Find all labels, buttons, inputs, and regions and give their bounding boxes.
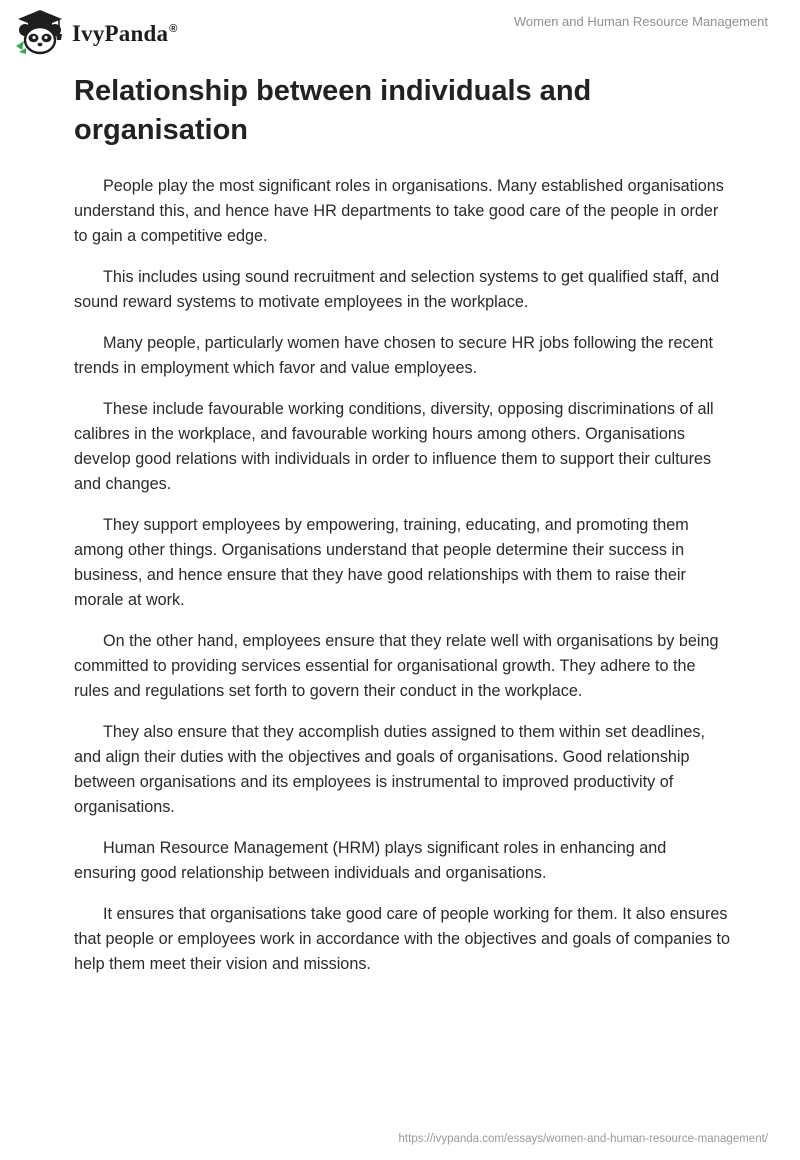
source-url[interactable]: https://ivypanda.com/essays/women-and-human-resource-management/ (398, 1133, 768, 1145)
paragraph: This includes using sound recruitment and selection systems to get qualified staff, and sound reward systems to motivate employees in the workplace. (74, 268, 720, 311)
paragraph: Many people, particularly women have chosen to secure HR jobs following the recent trends in employment which favor and value employees. (74, 334, 714, 377)
page-title: Relationship between individuals and organisation (74, 75, 592, 146)
paragraph: They also ensure that they accomplish duties assigned to them within set deadlines, and align their duties with the objectives and goals of organisations. Good relationship between organisations and its employees is instrumental to improved productivity of organisations. (74, 723, 705, 816)
site-logo[interactable] (14, 8, 178, 56)
paragraph: These include favourable working conditions, diversity, opposing discriminations of all calibres in the workplace, and favourable working hours among others. Organisations develop good relations with individuals in order to influence them to support their cultures and changes. (74, 400, 714, 493)
paragraph: Human Resource Management (HRM) plays significant roles in enhancing and ensuring good relationship between individuals and organisations. (74, 839, 667, 882)
panda-graduation-icon (14, 8, 66, 56)
document-title: Women and Human Resource Management (513, 14, 768, 29)
logo-wordmark: IvyPanda® (72, 21, 178, 46)
article-body (74, 174, 730, 993)
paragraph: They support employees by empowering, training, educating, and promoting them among other things. Organisations understand that people determine their success in business, and hence ensure that they have good relationships with them to raise their morale at work. (74, 516, 689, 609)
paragraph: On the other hand, employees ensure that they relate well with organisations by being committed to providing services essential for organisational growth. They adhere to the rules and regulations set forth to govern their conduct in the workplace. (74, 632, 719, 700)
paragraph: People play the most significant roles in organisations. Many established organisations understand this, and hence have HR departments to take good care of the people in order to gain a competitive edge. (74, 177, 724, 245)
paragraph: It ensures that organisations take good care of people working for them. It also ensures that people or employees work in accordance with the objectives and goals of companies to help them meet their vision and missions. (74, 905, 730, 973)
